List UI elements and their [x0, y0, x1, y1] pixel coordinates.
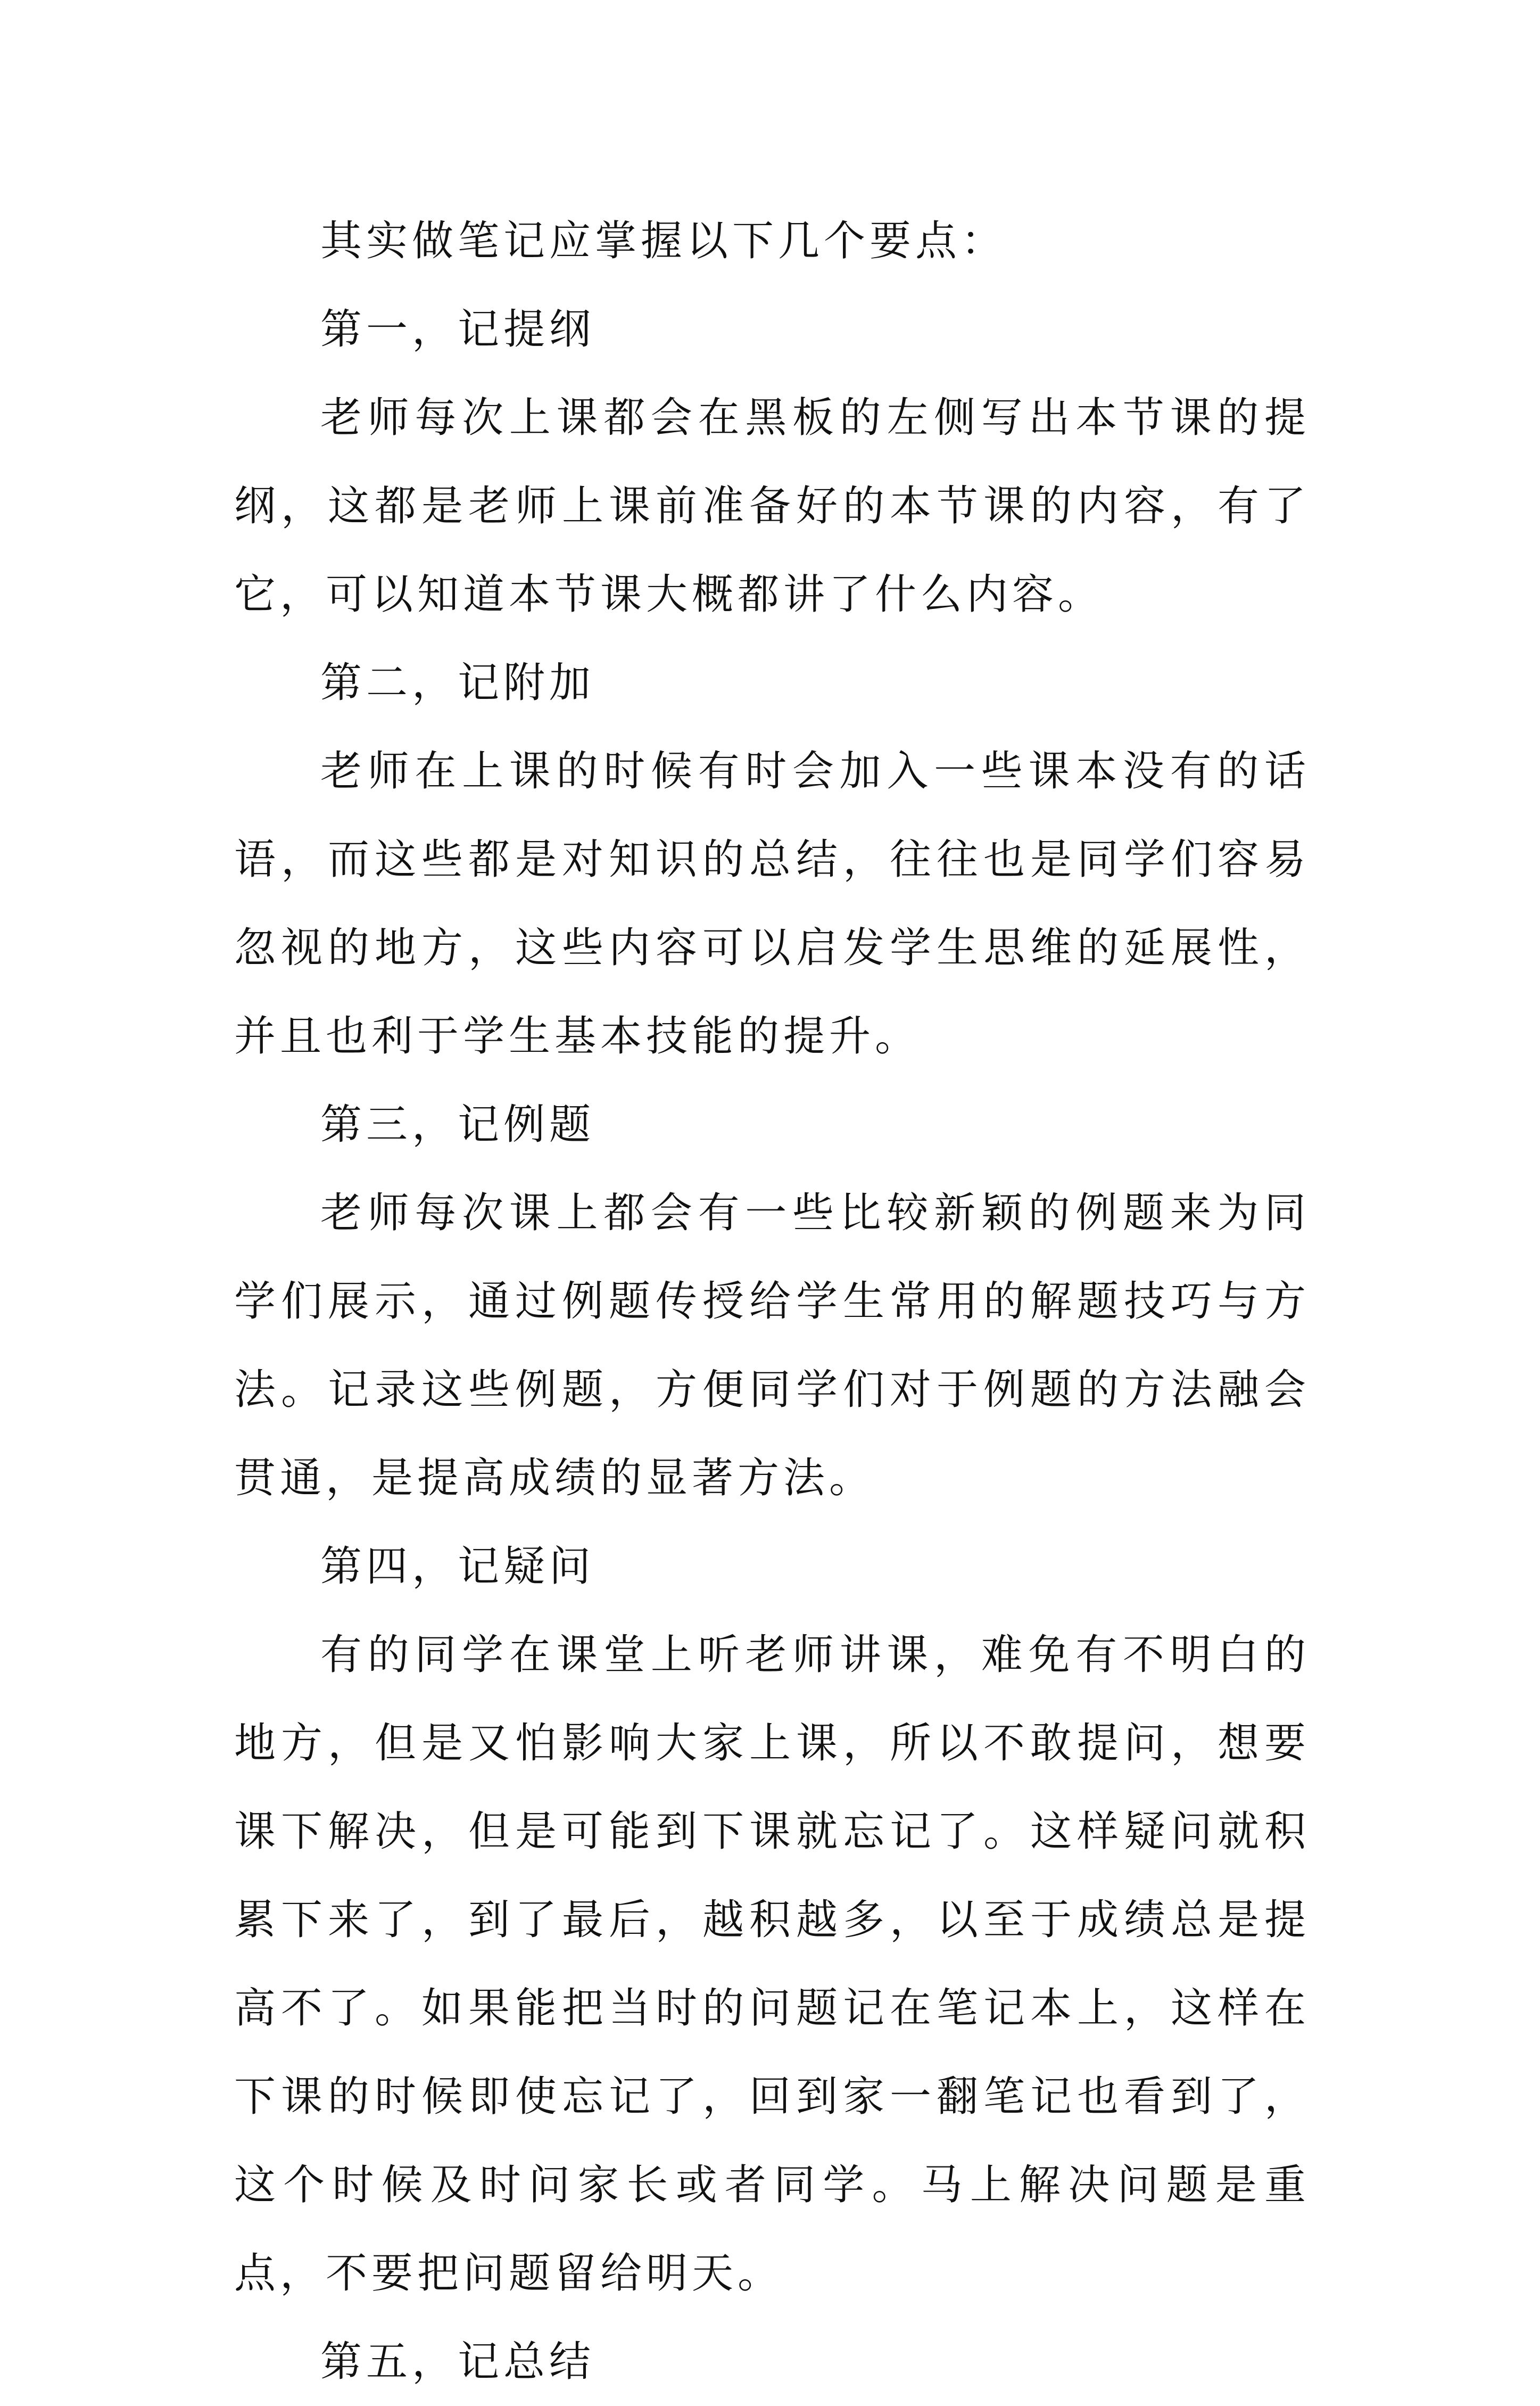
section-paragraph-1: 老师每次上课都会在黑板的左侧写出本节课的提纲，这都是老师上课前准备好的本节课的内容，有了它，可以知道本节课大概都讲了什么内容。: [234, 394, 1310, 619]
section-paragraph-4: 有的同学在课堂上听老师讲课，难免有不明白的地方，但是又怕影响大家上课，所以不敢提问，想要课下解决，但是可能到下课就忘记了。这样疑问就积累下来了，到了最后，越积越多，以至于成绩总是提高不了。如果能把当时的问题记在笔记本上，这样在下课的时候即使忘记了，回到家一翻笔记也看到了，这个时候及时问家长或者同学。马上解决问题是重点，不要把问题留给明天。: [234, 1631, 1310, 2297]
intro-paragraph: 其实做笔记应掌握以下几个要点：: [320, 217, 1007, 265]
section-heading-5: 第五，记总结: [320, 2338, 595, 2386]
section-paragraph-3: 老师每次课上都会有一些比较新颖的例题来为同学们展示，通过例题传授给学生常用的解题技巧与方法。记录这些例题，方便同学们对于例题的方法融会贯通，是提高成绩的显著方法。: [234, 1189, 1310, 1502]
section-paragraph-2: 老师在上课的时候有时会加入一些课本没有的话语，而这些都是对知识的总结，往往也是同学们容易忽视的地方，这些内容可以启发学生思维的延展性，并且也利于学生基本技能的提升。: [234, 747, 1310, 1060]
section-heading-2: 第二，记附加: [320, 659, 595, 707]
section-heading-1: 第一，记提纲: [320, 306, 595, 353]
section-heading-3: 第三，记例题: [320, 1101, 595, 1149]
section-heading-4: 第四，记疑问: [320, 1543, 595, 1591]
document-body: [234, 197, 1310, 2406]
